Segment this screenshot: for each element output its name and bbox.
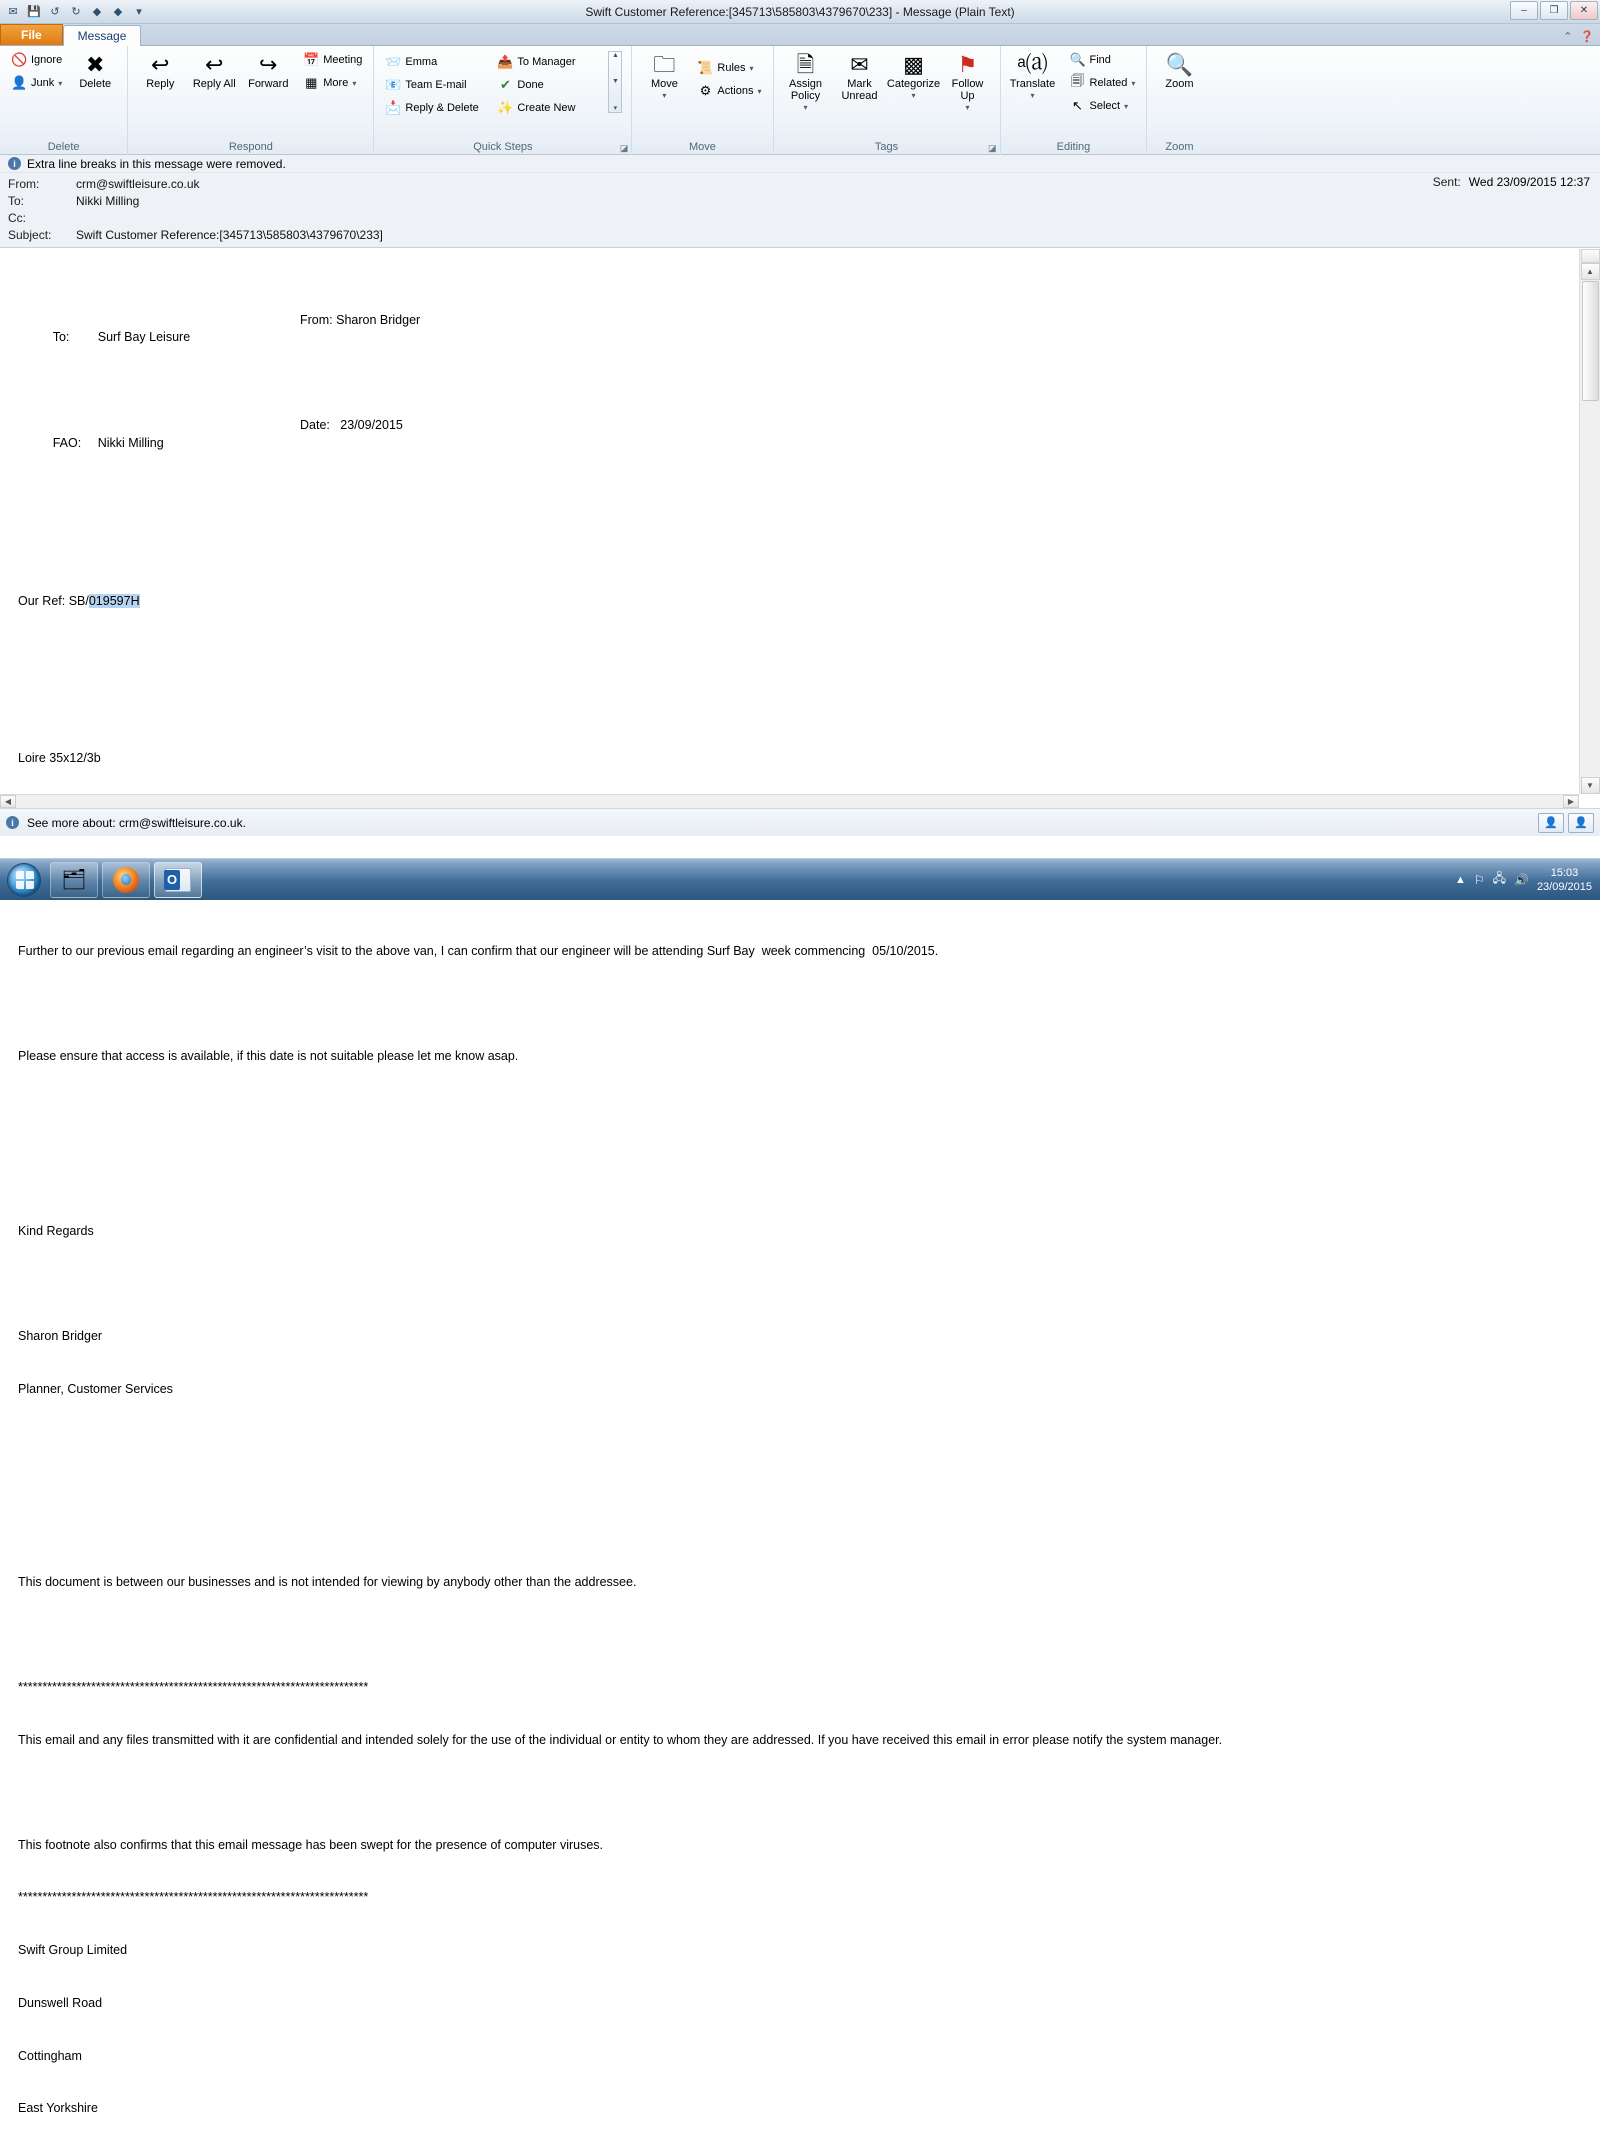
our-ref-prefix: Our Ref: SB/ [18,593,89,608]
group-label-zoom: Zoom [1165,141,1194,153]
customize-qat-icon[interactable]: ▾ [136,6,142,18]
scroll-up-icon[interactable]: ▲ [611,52,619,59]
header-row-from [0,175,1600,192]
group-label-respond: Respond [228,141,273,153]
chevron-down-icon: ▾ [757,86,762,96]
disclaimer-intro: This document is between our businesses and is not intended for viewing by anybody other than the addressee. [18,1574,637,1589]
signoff: Kind Regards [18,1223,94,1238]
sent-block [1433,175,1590,189]
follow-up-button[interactable]: ⚑ Follow Up ▾ [951,52,984,112]
paragraph-1: Further to our previous email regarding an engineer’s visit to the above van, I can confirm that our engineer will be attending Surf Bay week commencing 05/10/2015. [18,943,939,958]
translate-button[interactable]: ᵃ⒜ Translate ▾ [1009,52,1056,100]
star-rule-bottom: ************************************************************************ [18,1890,369,1905]
actions-button[interactable]: ⚙ Actions ▾ [692,80,766,102]
quickstep-emma[interactable]: 📨 Emma [385,54,438,69]
sent-value: Wed 23/09/2015 12:37 [1468,175,1590,189]
address-line-4: East Yorkshire [18,2101,98,2116]
save-icon[interactable]: 💾 [27,6,41,18]
zoom-magnifier-icon: 🔍 [1165,52,1194,77]
window-controls[interactable] [1510,1,1598,20]
ribbon-group-delete [0,46,128,155]
minimize-button[interactable]: – [1510,1,1538,20]
body-fao-value: Nikki Milling [97,435,164,450]
outlook-icon[interactable]: ✉ [8,6,18,18]
paragraph-2: Please ensure that access is available, if this date is not suitable please let me know asap. [18,1048,519,1063]
select-button[interactable]: ↖ Select ▾ [1065,95,1141,117]
body-from-line: From: Sharon Bridger [300,312,421,327]
our-ref-line [18,593,1564,611]
group-label-tags: Tags [874,141,899,153]
quick-access-toolbar[interactable] [0,3,148,21]
split-pane-handle[interactable] [1581,249,1600,263]
ignore-button[interactable]: 🚫 Ignore [11,52,63,67]
chevron-down-icon: ▾ [749,63,754,73]
find-icon: 🔍 [1069,52,1086,67]
reply-all-icon: ↩ [205,52,224,77]
ribbon-tab-right-icons [1563,30,1594,43]
ignore-icon: 🚫 [11,52,28,67]
actions-icon: ⚙ [699,83,712,98]
previous-item-icon[interactable]: ◆ [92,6,102,18]
contact-card-icon[interactable]: 👤 [1538,813,1564,833]
chevron-down-icon: ▾ [1131,78,1136,88]
group-label-move: Move [689,141,716,153]
group-label-delete: Delete [47,141,80,153]
body-to-label: To: [52,330,70,345]
translate-icon: ᵃ⒜ [1017,52,1048,77]
header-row-to [0,192,1600,209]
people-pane-icon[interactable]: 👤 [1568,813,1594,833]
redo-icon[interactable]: ↻ [71,6,81,18]
ribbon-group-tags [774,46,1001,155]
rules-icon: 📜 [697,60,714,75]
ribbon [0,46,1600,155]
select-icon: ↖ [1072,98,1083,113]
clock[interactable] [1537,866,1592,894]
more-respond-button[interactable]: ▦ More ▾ [305,75,357,90]
ribbon-group-editing [1001,46,1148,155]
quickstep-emma-icon: 📨 [385,54,402,69]
firefox-taskbar-button[interactable] [102,862,150,898]
system-tray [1455,859,1600,901]
address-line-3: Cottingham [18,2048,82,2063]
address-line-1: Swift Group Limited [18,1943,128,1958]
junk-icon: 👤 [11,75,28,90]
move-button[interactable]: 🗀 Move ▾ [650,52,678,100]
from-value[interactable]: crm@swiftleisure.co.uk [76,176,200,191]
tab-message[interactable]: Message [63,25,142,46]
chevron-down-icon: ▾ [911,91,916,100]
assign-policy-icon: 🗎 [796,52,815,77]
subject-value: Swift Customer Reference:[345713\585803\4379670\233] [76,227,383,242]
scroll-down-icon[interactable]: ▼ [611,78,619,85]
mark-unread-icon: ✉ [850,52,869,77]
sent-label: Sent: [1432,175,1461,189]
scroll-right-icon[interactable]: ▶ [1563,795,1579,808]
ribbon-group-respond [128,46,374,155]
tab-file[interactable]: File [0,24,63,45]
outlook-icon [165,868,191,892]
chevron-down-icon: ▾ [1030,91,1035,100]
scroll-up-icon[interactable]: ▲ [1581,263,1600,280]
reply-button[interactable]: ↩ Reply [146,52,175,90]
group-label-editing: Editing [1056,141,1091,153]
quickstep-team-email-icon: 📧 [385,77,402,92]
info-icon: i [6,816,19,829]
quickstep-reply-delete[interactable]: 📩 Reply & Delete [385,100,479,115]
folder-icon: 🗂 [61,869,87,891]
info-bar[interactable] [0,155,1600,173]
body-header-row-1 [18,312,1564,365]
scroll-left-icon[interactable]: ◀ [0,795,16,808]
from-label: From: [8,176,40,191]
window-title: Swift Customer Reference:[345713\585803\4379670\233] - Message (Plain Text) [585,4,1015,19]
quickstep-done-icon: ✔ [499,77,511,92]
minimize-ribbon-icon[interactable]: ⌃ [1563,31,1573,43]
quickstep-to-manager[interactable]: 📤 To Manager [497,54,576,69]
meeting-button[interactable]: 📅 Meeting [303,52,363,67]
chevron-down-icon: ▾ [352,78,357,88]
reply-all-button[interactable]: ↩ Reply All [192,52,236,90]
scroll-down-icon[interactable]: ▼ [1581,777,1600,794]
quick-steps-dialog-launcher[interactable]: ◪ [619,143,629,153]
clock-time: 15:03 [1550,866,1579,879]
status-bar-text[interactable]: See more about: crm@swiftleisure.co.uk. [27,815,246,830]
quickstep-team-email[interactable]: 📧 Team E-mail [385,77,467,92]
info-icon: i [8,157,21,170]
network-icon[interactable]: 🖧 [1492,871,1506,885]
quick-steps-scrollbar[interactable] [608,51,622,113]
cc-label: Cc: [8,210,26,225]
mark-unread-button[interactable]: ✉ Mark Unread [841,52,878,102]
follow-up-flag-icon: ⚑ [957,52,978,77]
body-to-value: Surf Bay Leisure [97,330,191,345]
delete-button[interactable]: ✖ Delete [79,52,112,90]
assign-policy-button[interactable]: 🗎 Assign Policy ▾ [788,52,823,112]
clock-date: 23/09/2015 [1536,880,1592,893]
quickstep-create-new-icon: ✨ [497,100,514,115]
rules-button[interactable]: 📜 Rules ▾ [697,60,754,75]
title-bar [0,0,1600,24]
start-orb-icon [7,863,41,897]
body-header-row-2 [18,417,1564,470]
close-button[interactable]: ✕ [1570,1,1598,20]
star-rule-top: ************************************************************************ [18,1679,369,1694]
body-date-line: Date: 23/09/2015 [300,418,403,433]
status-bar-right [1538,813,1594,833]
status-bar [0,808,1600,836]
chevron-down-icon: ▾ [803,103,808,112]
body-vertical-scrollbar[interactable] [1579,249,1600,794]
sender-title: Planner, Customer Services [18,1381,173,1396]
related-button[interactable]: 🗐 Related ▾ [1065,72,1141,94]
info-bar-text: Extra line breaks in this message were removed. [27,156,286,171]
firefox-icon [113,867,139,893]
virus-note: This footnote also confirms that this email message has been swept for the presence of computer viruses. [18,1837,604,1852]
outlook-taskbar-button[interactable] [154,862,202,898]
maximize-button[interactable]: ❐ [1540,1,1568,20]
body-fao-label: FAO: [52,435,82,450]
header-row-subject [0,226,1600,243]
chevron-down-icon: ▾ [58,78,63,88]
quickstep-reply-delete-icon: 📩 [385,100,402,115]
quickstep-done[interactable]: ✔ Done [492,74,604,96]
explorer-taskbar-button[interactable] [50,862,98,898]
group-label-quick-steps: Quick Steps [473,141,533,153]
categorize-button[interactable]: ▩ Categorize ▾ [886,52,941,100]
vertical-scroll-thumb[interactable] [1582,281,1599,401]
our-ref-highlighted-text: 019597H [88,593,140,608]
help-icon[interactable]: ❓ [1580,31,1594,43]
reply-icon: ↩ [151,52,170,77]
flag-icon[interactable]: ⚐ [1473,872,1485,887]
volume-icon[interactable]: 🔊 [1513,872,1529,887]
chevron-down-icon: ▾ [1124,101,1129,111]
windows-taskbar [0,858,1600,900]
junk-button[interactable]: 👤 Junk ▾ [11,75,63,90]
quickstep-to-manager-icon: 📤 [497,54,514,69]
body-horizontal-scrollbar[interactable] [0,794,1579,808]
address-line-2: Dunswell Road [18,1995,103,2010]
message-header [0,173,1600,248]
start-button[interactable] [2,861,46,899]
zoom-button[interactable]: 🔍 Zoom [1165,52,1194,90]
to-value[interactable]: Nikki Milling [76,193,140,208]
ribbon-group-zoom [1147,46,1211,155]
to-label: To: [8,193,25,208]
forward-icon: ↪ [259,52,278,77]
subject-label: Subject: [8,227,52,242]
ribbon-group-move [632,46,773,155]
model-line: Loire 35x12/3b [18,750,101,765]
sender-name: Sharon Bridger [18,1328,103,1343]
chevron-down-icon: ▾ [965,103,970,112]
find-button[interactable]: 🔍 Find [1069,52,1111,67]
categorize-icon: ▩ [903,52,924,77]
next-item-icon[interactable]: ◆ [113,6,123,18]
meeting-icon: 📅 [303,52,320,67]
disclaimer-body: This email and any files transmitted with it are confidential and intended solely for the use of the individual or entity to whom they are addressed. If you have received this email in error please notify the system manager. [18,1732,1223,1747]
forward-button[interactable]: ↪ Forward [248,52,289,90]
more-icon: ▦ [305,75,318,90]
related-icon: 🗐 [1071,73,1084,88]
delete-x-icon: ✖ [86,52,105,77]
chevron-down-icon: ▾ [662,91,667,100]
ribbon-tab-strip [0,24,1600,46]
show-hidden-icons-button[interactable]: ▲ [1454,873,1466,886]
tags-dialog-launcher[interactable]: ◪ [987,143,997,153]
quickstep-create-new[interactable]: ✨ Create New [497,100,576,115]
undo-icon[interactable]: ↺ [50,6,60,18]
scroll-more-icon[interactable]: ▾ [613,105,618,112]
ribbon-group-quick-steps [374,46,632,155]
header-row-cc [0,209,1600,226]
move-folder-icon: 🗀 [653,52,676,77]
